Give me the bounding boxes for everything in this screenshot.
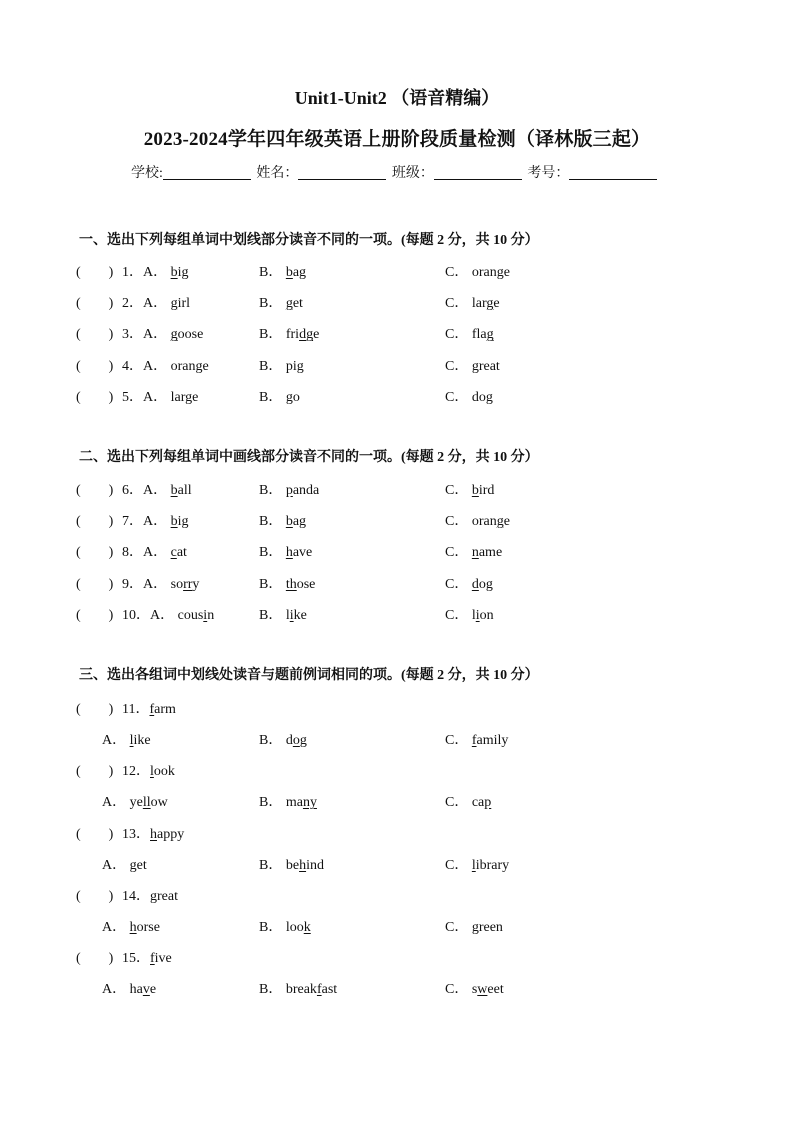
option-a: A． yellow <box>102 795 168 811</box>
example-word: 15．five <box>122 951 172 967</box>
underlined-part: f <box>150 951 155 967</box>
underlined-part: i <box>203 607 208 623</box>
underlined-part: f <box>471 733 477 748</box>
option-a: A． horse <box>102 919 160 935</box>
underlined-part: b <box>285 514 293 530</box>
underlined-part: b <box>471 483 479 498</box>
underlined-part: th <box>285 576 297 592</box>
option-b: B． bag <box>259 265 307 280</box>
answer-parentheses[interactable]: ( ) <box>76 265 114 280</box>
underlined-part: g <box>496 514 504 530</box>
section-1-heading: 一、选出下列每组单词中划线部分读音不同的一项。(每题 2 分，共 10 分） <box>79 233 539 248</box>
option-b: B． many <box>259 795 317 811</box>
option-b: B． those <box>259 576 316 592</box>
answer-parentheses[interactable]: ( ) <box>76 826 114 842</box>
option-b: B． like <box>259 607 307 623</box>
option-c: C． library <box>445 857 510 873</box>
example-word: 11．farm <box>122 702 176 717</box>
option-a: 1．A． big <box>122 265 189 280</box>
option-a: A． like <box>102 733 151 748</box>
underlined-part: g <box>485 389 493 405</box>
question-row <box>0 541 794 561</box>
answer-parentheses[interactable]: ( ) <box>76 327 114 343</box>
underlined-part: g <box>129 857 137 873</box>
question-row <box>0 386 794 406</box>
underlined-part: p <box>484 795 492 811</box>
underlined-part: l <box>471 857 476 873</box>
question-row <box>0 823 794 843</box>
answer-parentheses[interactable]: ( ) <box>76 358 114 374</box>
option-c: C． great <box>445 358 500 374</box>
answer-parentheses[interactable]: ( ) <box>76 888 114 904</box>
options-row <box>0 854 794 874</box>
underlined-part: g <box>471 919 479 935</box>
question-row <box>0 355 794 375</box>
question-row <box>0 510 794 530</box>
answer-parentheses[interactable]: ( ) <box>76 607 114 623</box>
question-row <box>0 760 794 780</box>
underlined-part: b <box>170 265 178 280</box>
question-row <box>0 573 794 593</box>
answer-parentheses[interactable]: ( ) <box>76 389 114 405</box>
underlined-part: b <box>170 514 178 530</box>
underlined-part: g <box>471 358 479 374</box>
underlined-part: h <box>285 545 293 561</box>
option-c: C． green <box>445 919 503 935</box>
question-row <box>0 261 794 281</box>
underlined-part: c <box>170 545 177 561</box>
option-a: 2．A． girl <box>122 296 191 312</box>
question-row <box>0 885 794 905</box>
answer-parentheses[interactable]: ( ) <box>76 483 114 498</box>
option-c: C． flag <box>445 327 494 343</box>
underlined-part: n <box>471 545 479 561</box>
option-b: B． look <box>259 919 311 935</box>
underlined-part: h <box>299 857 307 873</box>
underlined-part: b <box>170 483 178 498</box>
underlined-part: g <box>486 327 494 343</box>
option-c: C． large <box>445 296 500 312</box>
student-info-line <box>131 162 659 182</box>
option-c: C． name <box>445 545 503 561</box>
school-blank[interactable] <box>163 165 251 180</box>
question-row <box>0 292 794 312</box>
section-3-heading: 三、选出各组词中划线处读音与题前例词相同的项。(每题 2 分，共 10 分） <box>79 668 539 683</box>
exam-no-blank[interactable] <box>569 165 657 180</box>
option-a: 10．A． cousin <box>122 607 215 623</box>
underlined-part: h <box>150 826 157 842</box>
underlined-part: rr <box>183 576 193 592</box>
options-row <box>0 791 794 811</box>
option-a: A． get <box>102 857 147 873</box>
option-b: B． dog <box>259 733 307 748</box>
option-a: A． have <box>102 982 157 998</box>
underlined-part: g <box>150 888 157 904</box>
underlined-part: ny <box>302 795 317 811</box>
underlined-part: f <box>316 982 322 998</box>
answer-parentheses[interactable]: ( ) <box>76 296 114 312</box>
underlined-part: w <box>477 982 488 998</box>
underlined-part: g <box>170 296 178 312</box>
underlined-part: g <box>170 327 178 343</box>
option-b: B． get <box>259 296 303 312</box>
option-a: 8．A． cat <box>122 545 187 561</box>
question-row <box>0 323 794 343</box>
option-b: B． go <box>259 389 300 405</box>
option-c: C． dog <box>445 576 493 592</box>
school-label: 学校: <box>131 166 163 181</box>
underlined-part: d <box>471 576 479 592</box>
underlined-part: l <box>150 764 154 780</box>
option-c: C． sweet <box>445 982 504 998</box>
title-line-1: Unit1-Unit2 （语音精编） <box>294 88 500 108</box>
underlined-part: dg <box>299 327 314 343</box>
underlined-part: i <box>289 607 294 623</box>
name-blank[interactable] <box>298 165 386 180</box>
underlined-part: g <box>285 389 293 405</box>
underlined-part: g <box>185 389 193 405</box>
underlined-part: b <box>285 265 293 280</box>
option-b: B． have <box>259 545 313 561</box>
option-c: C． family <box>445 733 509 748</box>
section-2-heading: 二、选出下列每组单词中画线部分读音不同的一项。(每题 2 分，共 10 分） <box>79 450 539 465</box>
option-b: B． bag <box>259 514 307 530</box>
underlined-part: g <box>486 296 494 312</box>
answer-parentheses[interactable]: ( ) <box>76 514 114 530</box>
options-row <box>0 729 794 749</box>
answer-parentheses[interactable]: ( ) <box>76 576 114 592</box>
question-row <box>0 698 794 718</box>
options-row <box>0 978 794 998</box>
underlined-part: f <box>149 702 155 717</box>
option-b: B． fridge <box>259 327 320 343</box>
example-word: 14．great <box>122 888 178 904</box>
exam-no-label: 考号： <box>527 166 570 181</box>
class-label: 班级： <box>391 166 434 181</box>
question-row <box>0 947 794 967</box>
answer-parentheses[interactable]: ( ) <box>76 545 114 561</box>
option-b: B． pig <box>259 358 304 374</box>
underlined-part: g <box>195 358 203 374</box>
options-row <box>0 916 794 936</box>
option-a: 9．A． sorry <box>122 576 200 592</box>
underlined-part: g <box>285 296 293 312</box>
option-c: C． bird <box>445 483 495 498</box>
option-b: B． panda <box>259 483 320 498</box>
underlined-part: o <box>292 733 300 748</box>
option-c: C． lion <box>445 607 494 623</box>
option-c: C． orange <box>445 265 510 280</box>
option-a: 6．A． ball <box>122 483 192 498</box>
class-blank[interactable] <box>434 165 522 180</box>
option-c: C． orange <box>445 514 510 530</box>
underlined-part: p <box>285 483 293 498</box>
option-c: C． dog <box>445 389 493 405</box>
underlined-part: l <box>129 733 134 748</box>
option-b: B． behind <box>259 857 324 873</box>
option-a: 5．A． large <box>122 389 199 405</box>
answer-parentheses[interactable]: ( ) <box>76 764 114 780</box>
question-row <box>0 604 794 624</box>
underlined-part: g <box>496 265 504 280</box>
example-word: 13．happy <box>122 826 185 842</box>
example-word: 12．look <box>122 764 175 780</box>
underlined-part: i <box>475 607 480 623</box>
option-a: 7．A． big <box>122 514 189 530</box>
underlined-part: h <box>129 919 137 935</box>
title-line-2: 2023-2024学年四年级英语上册阶段质量检测（译林版三起） <box>143 129 651 150</box>
answer-parentheses[interactable]: ( ) <box>76 702 114 717</box>
underlined-part: g <box>296 358 304 374</box>
option-c: C． cap <box>445 795 492 811</box>
underlined-part: ll <box>142 795 151 811</box>
answer-parentheses[interactable]: ( ) <box>76 951 114 967</box>
option-b: B． breakfast <box>259 982 338 998</box>
underlined-part: k <box>303 919 311 935</box>
underlined-part: v <box>142 982 150 998</box>
option-a: 3．A． goose <box>122 327 204 343</box>
question-row <box>0 479 794 499</box>
name-label: 姓名： <box>256 166 299 181</box>
option-a: 4．A． orange <box>122 358 209 374</box>
